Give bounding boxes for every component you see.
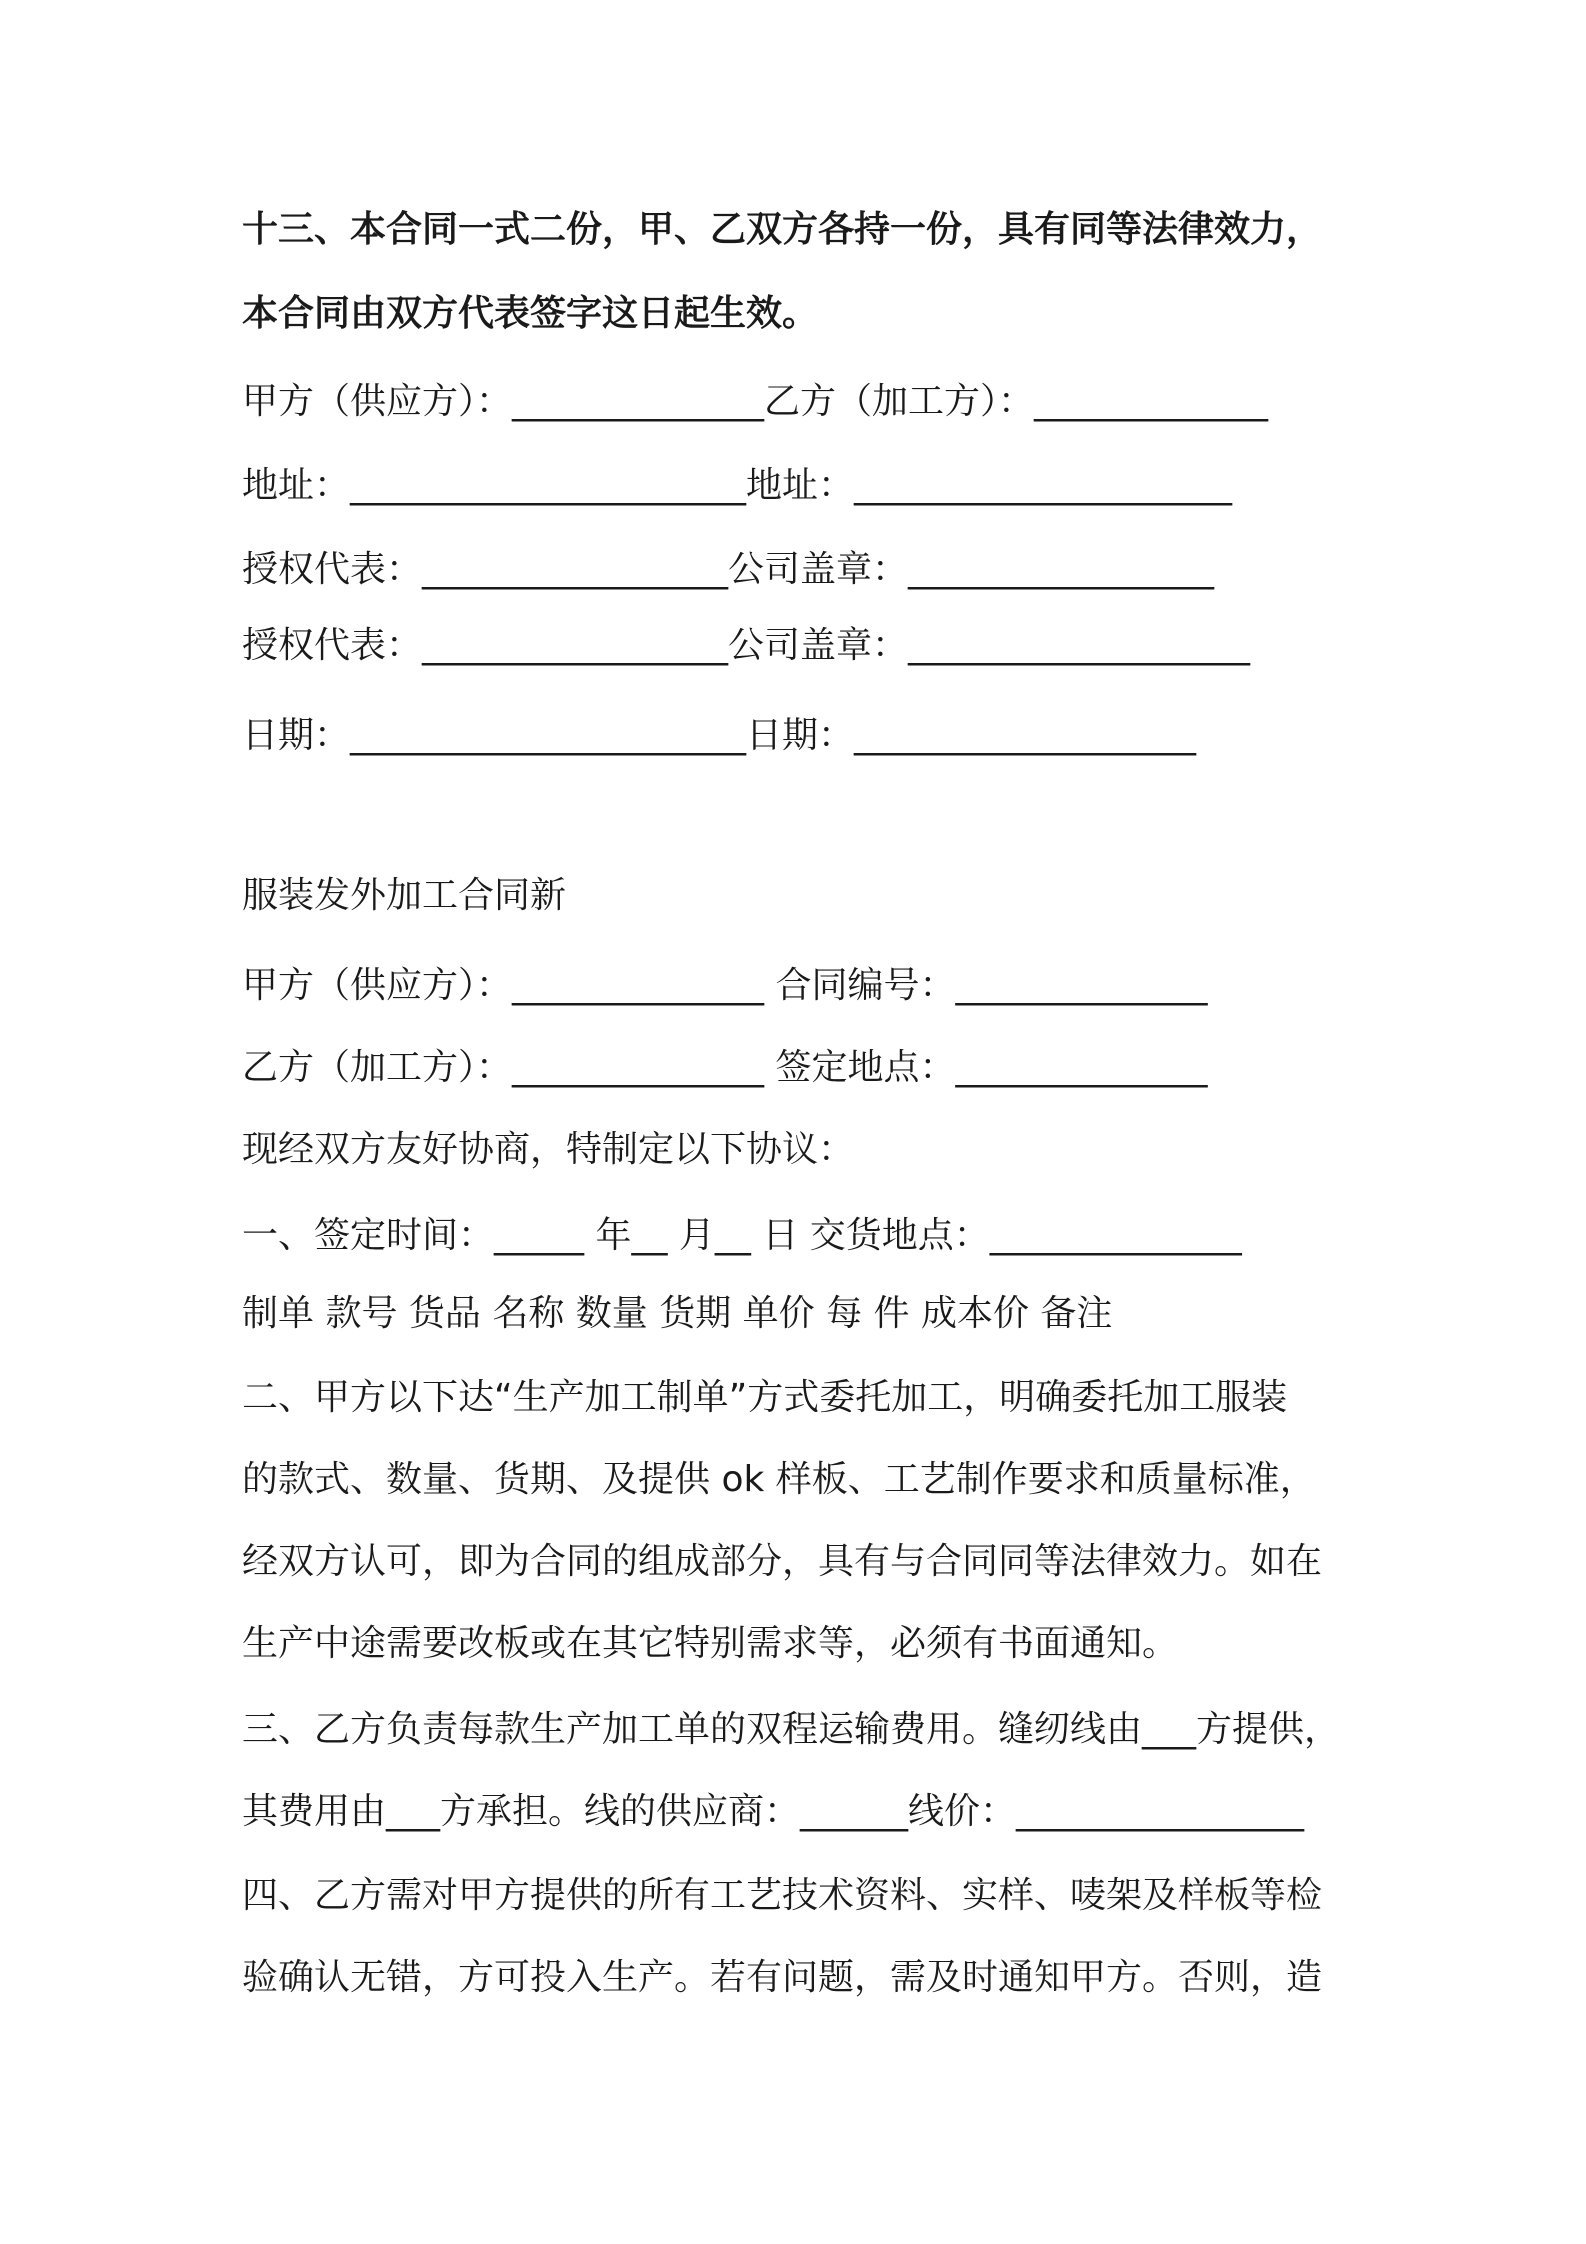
signature-representative-1: 授权代表：_________________公司盖章：_________________: [242, 549, 1215, 590]
agreement-intro: 现经双方友好协商，特制定以下协议：: [242, 1129, 855, 1170]
clause-3-line-2: 其费用由___方承担。线的供应商：______线价：________________: [242, 1791, 1305, 1832]
signature-address: 地址：______________________地址：_____________________: [242, 465, 1233, 506]
order-table-header: 制单 款号 货品 名称 数量 货期 单价 每 件 成本价 备注: [242, 1293, 1113, 1334]
clause-13-line-2: 本合同由双方代表签字这日起生效。: [242, 293, 819, 334]
clause-2-line-4: 生产中途需要改板或在其它特别需求等，必须有书面通知。: [242, 1623, 1179, 1664]
party-b-signing-place: 乙方（加工方）：______________ 签定地点：______________: [242, 1047, 1208, 1088]
contract-title: 服装发外加工合同新: [242, 875, 567, 916]
party-a-contract-number: 甲方（供应方）：______________ 合同编号：______________: [242, 965, 1208, 1006]
clause-2-line-3: 经双方认可，即为合同的组成部分，具有与合同同等法律效力。如在: [242, 1541, 1323, 1582]
clause-3-line-1: 三、乙方负责每款生产加工单的双程运输费用。缝纫线由___方提供，: [242, 1709, 1341, 1750]
clause-4-line-1: 四、乙方需对甲方提供的所有工艺技术资料、实样、唛架及样板等检: [242, 1875, 1323, 1916]
signature-date: 日期：______________________日期：___________________: [242, 715, 1197, 756]
clause-4-line-2: 验确认无错，方可投入生产。若有问题，需及时通知甲方。否则，造: [242, 1957, 1323, 1998]
clause-2-line-2: 的款式、数量、货期、及提供 ok 样板、工艺制作要求和质量标准，: [242, 1459, 1316, 1500]
clause-1: 一、签定时间：_____ 年__ 月__ 日 交货地点：______________: [242, 1215, 1242, 1256]
clause-2-line-1: 二、甲方以下达“生产加工制单”方式委托加工，明确委托加工服装: [242, 1377, 1288, 1418]
signature-representative-2: 授权代表：_________________公司盖章：___________________: [242, 625, 1251, 666]
clause-13-line-1: 十三、本合同一式二份，甲、乙双方各持一份，具有同等法律效力，: [242, 209, 1323, 250]
signature-party-a-b: 甲方（供应方）：______________乙方（加工方）：_____________: [242, 381, 1269, 422]
